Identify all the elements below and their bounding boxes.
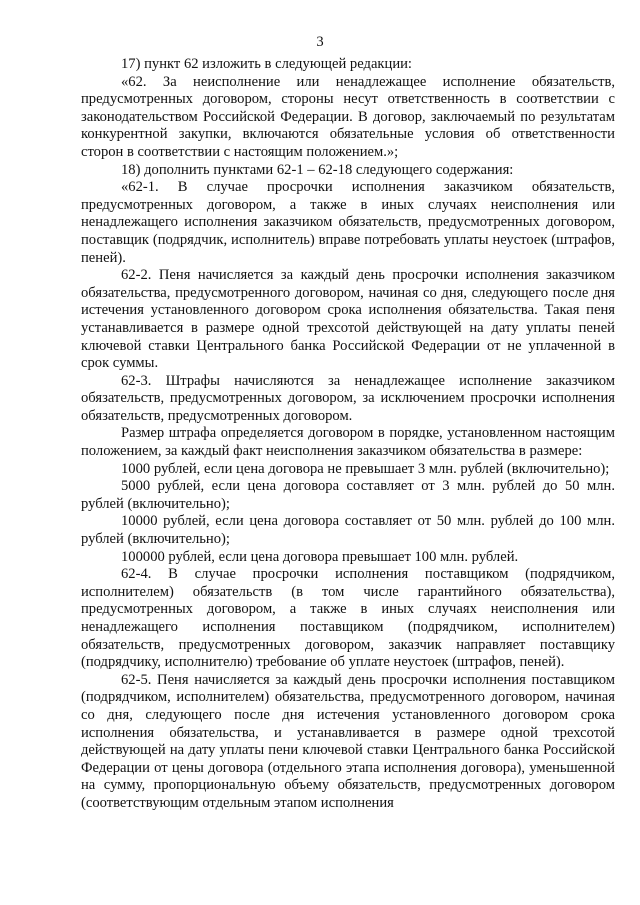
paragraph-penalty-size: Размер штрафа определяется договором в порядке, установленном настоящим положением, за каждый факт неисполнения заказчиком обязательства в размере:: [81, 425, 615, 460]
paragraph-62-4: 62-4. В случае просрочки исполнения поставщиком (подрядчиком, исполнителем) обязательств (в том числе гарантийного обязательства), предусмотренных договором, а также в иных случаях неисполнения или ненадлежащего исполнения поставщиком (подрядчиком, исполнителем) обязательств, предусмотренных договором, заказчик направляет поставщику (подрядчику, исполнителю) требование об уплате неустоек (штрафов, пеней).: [81, 566, 615, 671]
paragraph-62-2: 62-2. Пеня начисляется за каждый день просрочки исполнения заказчиком обязательства, предусмотренного договором, начиная со дня, следующего после дня истечения установленного договором срока исполнения обязательства. Такая пеня устанавливается в размере одной трехсотой действующей на дату уплаты пеней ключевой ставки Центрального банка Российской Федерации от не уплаченной в срок суммы.: [81, 267, 615, 372]
paragraph-62: «62. За неисполнение или ненадлежащее исполнение обязательств, предусмотренных договором, стороны несут ответственность в соответствии с законодательством Российской Федерации. В договор, заключаемый по результатам конкурентной закупки, включаются обязательные условия об ответственности сторон в соответствии с настоящим положением.»;: [81, 73, 615, 160]
paragraph-62-5: 62-5. Пеня начисляется за каждый день просрочки исполнения поставщиком (подрядчиком, исполнителем) обязательства, предусмотренного договором, начиная со дня, следующего после дня истечения установленного договором срока исполнения обязательства, и устанавливается в размере одной трехсотой действующей на дату уплаты пени ключевой ставки Центрального банка Российской Федерации от цены договора (отдельного этапа исполнения договора), уменьшенной на сумму, пропорциональную объему обязательств, предусмотренных договором (соответствующим отдельным этапом исполнения: [81, 671, 615, 811]
paragraph-penalty-100000: 100000 рублей, если цена договора превышает 100 млн. рублей.: [121, 548, 519, 565]
document-body: [81, 56, 615, 813]
paragraph-penalty-1000: 1000 рублей, если цена договора не превышает 3 млн. рублей (включительно);: [121, 460, 610, 477]
paragraph-penalty-10000: 10000 рублей, если цена договора составляет от 50 млн. рублей до 100 млн. рублей (включительно);: [81, 513, 615, 548]
page-number: 3: [316, 34, 324, 50]
paragraph-penalty-5000: 5000 рублей, если цена договора составляет от 3 млн. рублей до 50 млн. рублей (включительно);: [81, 478, 615, 512]
paragraph-62-1: «62-1. В случае просрочки исполнения заказчиком обязательств, предусмотренных договором, а также в иных случаях неисполнения или ненадлежащего исполнения заказчиком обязательств, предусмотренных договором, поставщик (подрядчик, исполнитель) вправе потребовать уплаты неустоек (штрафов, пеней).: [81, 179, 615, 266]
paragraph-18: 18) дополнить пунктами 62-1 – 62-18 следующего содержания:: [121, 161, 514, 178]
paragraph-17: 17) пункт 62 изложить в следующей редакции:: [121, 56, 412, 72]
paragraph-62-3: 62-3. Штрафы начисляются за ненадлежащее исполнение заказчиком обязательств, предусмотренных договором, за исключением просрочки исполнения обязательств, предусмотренных договором.: [81, 372, 615, 424]
